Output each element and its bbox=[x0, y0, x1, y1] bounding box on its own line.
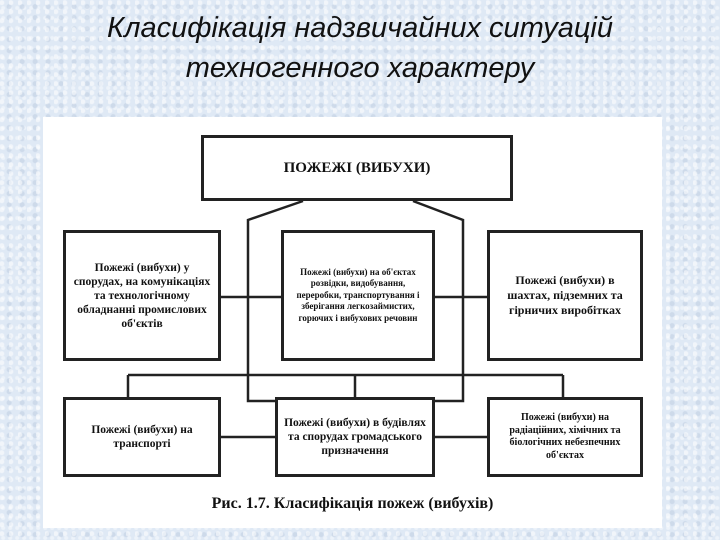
root-node bbox=[201, 135, 513, 201]
node-radiation bbox=[487, 397, 643, 477]
slide-title bbox=[0, 8, 720, 88]
node-mines bbox=[487, 230, 643, 361]
node-transport-label: Пожежі (вибухи) на транспорті bbox=[91, 424, 193, 450]
node-buildings-label: Пожежі (вибухи) в будівлях та спорудах громадського призначення bbox=[284, 417, 426, 457]
figure-caption: Рис. 1.7. Класифікація пожеж (вибухів) bbox=[211, 495, 494, 512]
node-exploration bbox=[281, 230, 435, 361]
classification-diagram bbox=[43, 117, 662, 528]
node-structures-label: Пожежі (вибухи) у спорудах, на комунікаціях та технологічному обладнанні промислових об'єктів bbox=[73, 261, 211, 330]
node-exploration-label: Пожежі (вибухи) на об'єктах розвідки, видобування, переробки, транспортування і зберігання легкозаймистих, горючих і вибухових речовин bbox=[296, 266, 420, 323]
node-radiation-label: Пожежі (вибухи) на радіаційних, хімічних та біологічних небезпечних об'єктах bbox=[509, 412, 621, 461]
node-mines-label: Пожежі (вибухи) в шахтах, підземних та гірничих виробітках bbox=[507, 273, 623, 317]
root-node-label: ПОЖЕЖІ (ВИБУХИ) bbox=[283, 159, 431, 176]
slide-title-line-1: Класифікація надзвичайних ситуацій bbox=[107, 12, 613, 44]
slide-title-line-2: техногенного характеру bbox=[185, 52, 535, 84]
node-transport bbox=[63, 397, 221, 477]
node-structures bbox=[63, 230, 221, 361]
node-buildings bbox=[275, 397, 435, 477]
